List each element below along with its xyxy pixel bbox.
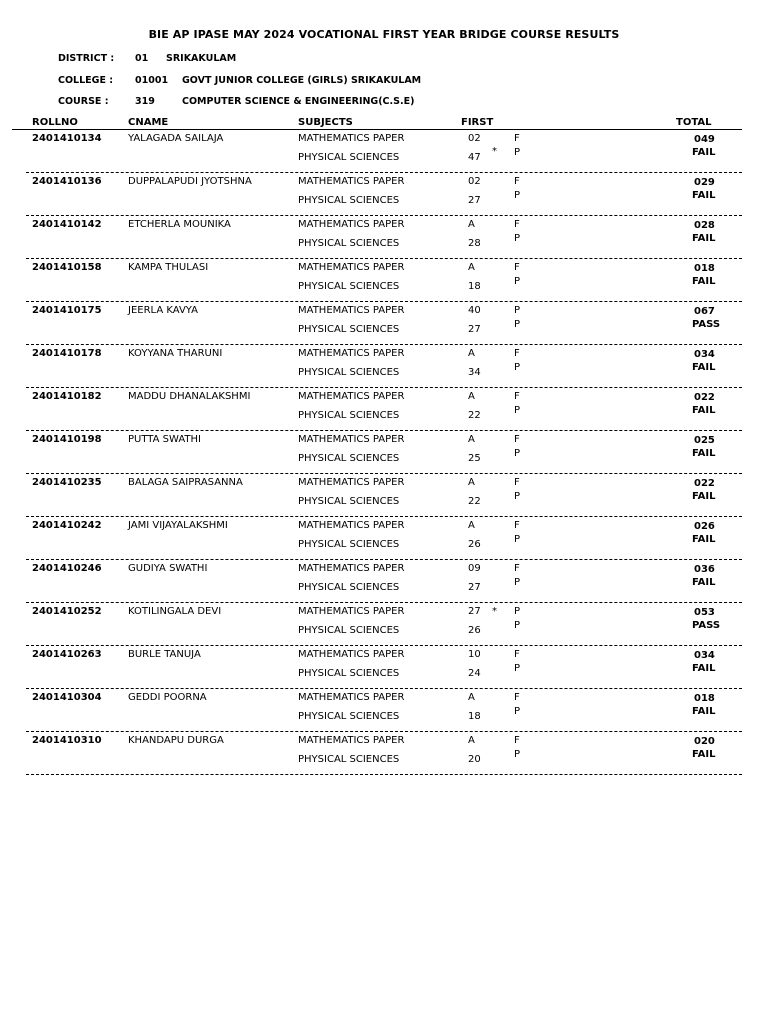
subject-2: PHYSICAL SCIENCES — [298, 539, 400, 550]
district-code: 01 — [135, 53, 149, 64]
total-marks: 034 — [694, 349, 715, 360]
subject-result-2: P — [514, 448, 521, 459]
subject-1: MATHEMATICS PAPER — [298, 649, 405, 660]
final-result: FAIL — [692, 190, 716, 201]
roll-number: 2401410263 — [32, 649, 102, 660]
roll-number: 2401410252 — [32, 606, 102, 617]
total-marks: 028 — [694, 220, 715, 231]
subject-result-1: F — [514, 434, 520, 445]
roll-number: 2401410246 — [32, 563, 102, 574]
table-row — [26, 646, 742, 689]
subject-result-1: F — [514, 391, 520, 402]
subject-1: MATHEMATICS PAPER — [298, 176, 405, 187]
roll-number: 2401410310 — [32, 735, 102, 746]
final-result: FAIL — [692, 405, 716, 416]
total-marks: 029 — [694, 177, 715, 188]
mark-1: A — [468, 735, 475, 746]
candidate-name: BURLE TANUJA — [128, 649, 201, 660]
subject-1: MATHEMATICS PAPER — [298, 606, 405, 617]
subject-result-1: F — [514, 348, 520, 359]
mark-2: 27 — [468, 195, 481, 206]
district-name: SRIKAKULAM — [166, 53, 237, 64]
roll-number: 2401410175 — [32, 305, 102, 316]
subject-result-2: P — [514, 491, 521, 502]
table-row — [26, 431, 742, 474]
candidate-name: GEDDI POORNA — [128, 692, 207, 703]
subject-result-2: P — [514, 233, 521, 244]
subject-result-2: P — [514, 706, 521, 717]
subject-result-1: P — [514, 606, 521, 617]
subject-2: PHYSICAL SCIENCES — [298, 281, 400, 292]
mark-2: 34 — [468, 367, 481, 378]
subject-2: PHYSICAL SCIENCES — [298, 496, 400, 507]
subject-2: PHYSICAL SCIENCES — [298, 453, 400, 464]
subject-1: MATHEMATICS PAPER — [298, 520, 405, 531]
subject-result-1: F — [514, 520, 520, 531]
course-label: COURSE : — [58, 96, 109, 107]
subject-result-1: P — [514, 305, 521, 316]
mark-1: A — [468, 391, 475, 402]
final-result: FAIL — [692, 706, 716, 717]
final-result: FAIL — [692, 276, 716, 287]
subject-result-2: P — [514, 577, 521, 588]
total-marks: 053 — [694, 607, 715, 618]
header-rollno: ROLLNO — [32, 117, 78, 128]
subject-1: MATHEMATICS PAPER — [298, 735, 405, 746]
subject-2: PHYSICAL SCIENCES — [298, 582, 400, 593]
results-table — [0, 130, 768, 775]
roll-number: 2401410242 — [32, 520, 102, 531]
subject-result-1: F — [514, 219, 520, 230]
mark-1: A — [468, 477, 475, 488]
final-result: FAIL — [692, 534, 716, 545]
table-row — [26, 259, 742, 302]
subject-2: PHYSICAL SCIENCES — [298, 625, 400, 636]
mark-1: A — [468, 520, 475, 531]
mark-2: 27 — [468, 582, 481, 593]
total-marks: 020 — [694, 736, 715, 747]
subject-2: PHYSICAL SCIENCES — [298, 152, 400, 163]
candidate-name: BALAGA SAIPRASANNA — [128, 477, 243, 488]
mark-1: 27 — [468, 606, 481, 617]
total-marks: 018 — [694, 693, 715, 704]
header-cname: CNAME — [128, 117, 169, 128]
roll-number: 2401410304 — [32, 692, 102, 703]
total-marks: 049 — [694, 134, 715, 145]
subject-result-2: P — [514, 620, 521, 631]
subject-result-2: P — [514, 663, 521, 674]
subject-2: PHYSICAL SCIENCES — [298, 711, 400, 722]
subject-2: PHYSICAL SCIENCES — [298, 410, 400, 421]
roll-number: 2401410198 — [32, 434, 102, 445]
mark-2: 27 — [468, 324, 481, 335]
table-row — [26, 173, 742, 216]
moderation-star-2: * — [492, 146, 497, 157]
roll-number: 2401410142 — [32, 219, 102, 230]
candidate-name: DUPPALAPUDI JYOTSHNA — [128, 176, 252, 187]
final-result: FAIL — [692, 448, 716, 459]
college-name: GOVT JUNIOR COLLEGE (GIRLS) SRIKAKULAM — [182, 75, 422, 86]
final-result: FAIL — [692, 491, 716, 502]
mark-2: 22 — [468, 410, 481, 421]
subject-result-2: P — [514, 749, 521, 760]
subject-result-1: F — [514, 563, 520, 574]
mark-1: A — [468, 434, 475, 445]
subject-2: PHYSICAL SCIENCES — [298, 668, 400, 679]
subject-1: MATHEMATICS PAPER — [298, 434, 405, 445]
table-row — [26, 388, 742, 431]
total-marks: 026 — [694, 521, 715, 532]
subject-1: MATHEMATICS PAPER — [298, 563, 405, 574]
college-code: 01001 — [135, 75, 169, 86]
mark-1: A — [468, 692, 475, 703]
candidate-name: YALAGADA SAILAJA — [128, 133, 224, 144]
mark-1: 02 — [468, 133, 481, 144]
subject-result-2: P — [514, 319, 521, 330]
total-marks: 036 — [694, 564, 715, 575]
mark-2: 26 — [468, 539, 481, 550]
roll-number: 2401410134 — [32, 133, 102, 144]
candidate-name: KAMPA THULASI — [128, 262, 209, 273]
subject-1: MATHEMATICS PAPER — [298, 262, 405, 273]
roll-number: 2401410178 — [32, 348, 102, 359]
table-row — [26, 216, 742, 259]
table-row — [26, 732, 742, 775]
table-row — [26, 474, 742, 517]
mark-2: 24 — [468, 668, 481, 679]
subject-result-1: F — [514, 133, 520, 144]
candidate-name: KOTILINGALA DEVI — [128, 606, 222, 617]
mark-1: A — [468, 262, 475, 273]
mark-2: 25 — [468, 453, 481, 464]
course-name: COMPUTER SCIENCE & ENGINEERING(C.S.E) — [182, 96, 415, 107]
page-title: BIE AP IPASE MAY 2024 VOCATIONAL FIRST YEAR BRIDGE COURSE RESULTS — [148, 28, 620, 41]
candidate-name: PUTTA SWATHI — [128, 434, 201, 445]
subject-2: PHYSICAL SCIENCES — [298, 367, 400, 378]
mark-1: 02 — [468, 176, 481, 187]
roll-number: 2401410182 — [32, 391, 102, 402]
table-row — [26, 345, 742, 388]
subject-result-1: F — [514, 477, 520, 488]
final-result: FAIL — [692, 147, 716, 158]
subject-result-1: F — [514, 735, 520, 746]
mark-2: 20 — [468, 754, 481, 765]
mark-1: 40 — [468, 305, 481, 316]
subject-result-1: F — [514, 176, 520, 187]
subject-1: MATHEMATICS PAPER — [298, 133, 405, 144]
candidate-name: JEERLA KAVYA — [128, 305, 198, 316]
course-code: 319 — [135, 96, 155, 107]
subject-result-1: F — [514, 262, 520, 273]
subject-1: MATHEMATICS PAPER — [298, 219, 405, 230]
subject-1: MATHEMATICS PAPER — [298, 692, 405, 703]
subject-result-1: F — [514, 692, 520, 703]
total-marks: 034 — [694, 650, 715, 661]
table-row — [26, 130, 742, 173]
table-row — [26, 689, 742, 732]
total-marks: 025 — [694, 435, 715, 446]
table-row — [26, 517, 742, 560]
candidate-name: JAMI VIJAYALAKSHMI — [128, 520, 228, 531]
table-row — [26, 603, 742, 646]
subject-result-2: P — [514, 190, 521, 201]
mark-2: 28 — [468, 238, 481, 249]
college-label: COLLEGE : — [58, 75, 114, 86]
candidate-name: MADDU DHANALAKSHMI — [128, 391, 251, 402]
mark-2: 26 — [468, 625, 481, 636]
district-label: DISTRICT : — [58, 53, 115, 64]
final-result: FAIL — [692, 362, 716, 373]
mark-2: 22 — [468, 496, 481, 507]
subject-result-1: F — [514, 649, 520, 660]
final-result: PASS — [692, 319, 721, 330]
total-marks: 018 — [694, 263, 715, 274]
subject-1: MATHEMATICS PAPER — [298, 348, 405, 359]
subject-2: PHYSICAL SCIENCES — [298, 195, 400, 206]
header-total: TOTAL — [676, 117, 712, 128]
candidate-name: KOYYANA THARUNI — [128, 348, 223, 359]
subject-result-2: P — [514, 362, 521, 373]
subject-result-2: P — [514, 276, 521, 287]
roll-number: 2401410136 — [32, 176, 102, 187]
moderation-star-1: * — [492, 606, 497, 617]
mark-1: 09 — [468, 563, 481, 574]
subject-2: PHYSICAL SCIENCES — [298, 754, 400, 765]
total-marks: 022 — [694, 478, 715, 489]
mark-2: 47 — [468, 152, 481, 163]
subject-result-2: P — [514, 534, 521, 545]
subject-result-2: P — [514, 405, 521, 416]
final-result: FAIL — [692, 233, 716, 244]
final-result: FAIL — [692, 577, 716, 588]
subject-1: MATHEMATICS PAPER — [298, 477, 405, 488]
subject-1: MATHEMATICS PAPER — [298, 391, 405, 402]
header-subjects: SUBJECTS — [298, 117, 353, 128]
candidate-name: KHANDAPU DURGA — [128, 735, 224, 746]
total-marks: 067 — [694, 306, 715, 317]
subject-2: PHYSICAL SCIENCES — [298, 324, 400, 335]
table-row — [26, 302, 742, 345]
roll-number: 2401410158 — [32, 262, 102, 273]
candidate-name: GUDIYA SWATHI — [128, 563, 208, 574]
candidate-name: ETCHERLA MOUNIKA — [128, 219, 231, 230]
mark-2: 18 — [468, 711, 481, 722]
final-result: FAIL — [692, 749, 716, 760]
mark-1: A — [468, 348, 475, 359]
subject-2: PHYSICAL SCIENCES — [298, 238, 400, 249]
mark-1: A — [468, 219, 475, 230]
roll-number: 2401410235 — [32, 477, 102, 488]
total-marks: 022 — [694, 392, 715, 403]
header-first: FIRST — [461, 117, 494, 128]
mark-1: 10 — [468, 649, 481, 660]
final-result: FAIL — [692, 663, 716, 674]
final-result: PASS — [692, 620, 721, 631]
mark-2: 18 — [468, 281, 481, 292]
subject-result-2: P — [514, 147, 521, 158]
table-row — [26, 560, 742, 603]
subject-1: MATHEMATICS PAPER — [298, 305, 405, 316]
